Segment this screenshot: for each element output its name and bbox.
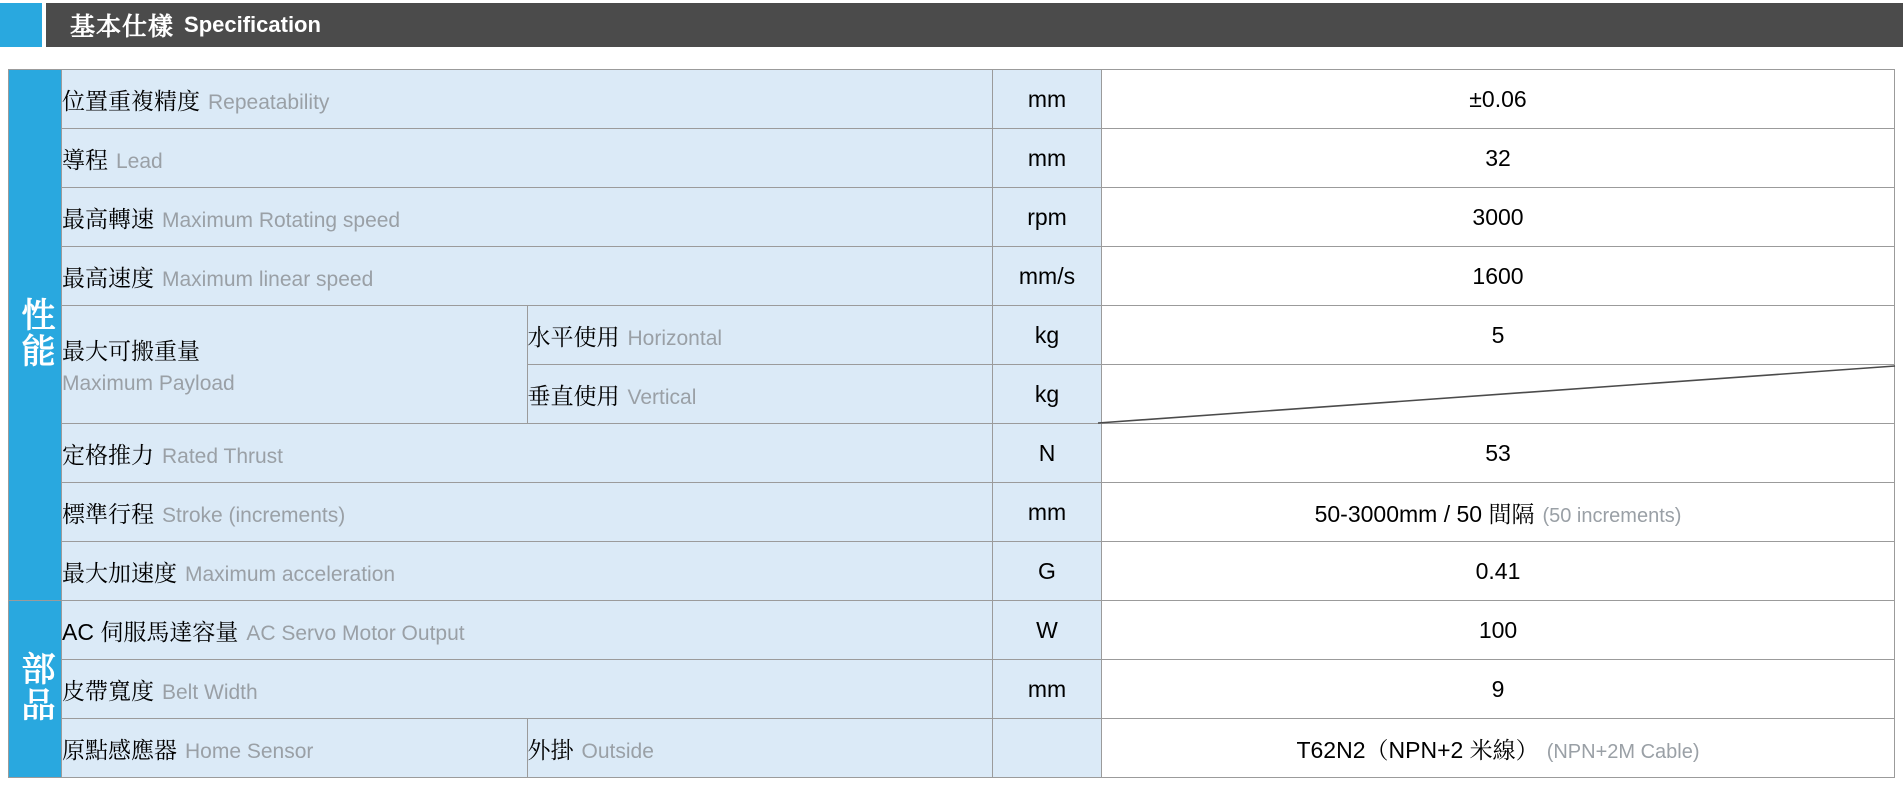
- row-unit: kg: [993, 365, 1102, 424]
- row-value: [1102, 188, 1895, 247]
- page-header: [0, 3, 1903, 47]
- row-label-cjk: 最高速度: [62, 264, 154, 291]
- row-sublabel: [527, 719, 993, 778]
- row-sublabel-en: Vertical: [627, 385, 697, 409]
- row-label-en: AC Servo Motor Output: [246, 621, 465, 645]
- table-row: [9, 719, 1895, 778]
- row-label: [62, 188, 993, 247]
- row-unit: mm: [993, 70, 1102, 129]
- spec-table-wrapper: [8, 69, 1895, 778]
- row-label: [62, 483, 993, 542]
- row-label-en: Maximum acceleration: [185, 562, 396, 586]
- header-accent-block: [0, 3, 42, 47]
- group-cell-components: [9, 601, 62, 778]
- row-sublabel-en: Outside: [581, 739, 654, 763]
- row-value: [1102, 70, 1895, 129]
- row-label: [62, 129, 993, 188]
- row-label-en: Belt Width: [162, 680, 258, 704]
- table-row: [9, 247, 1895, 306]
- row-unit: mm: [993, 660, 1102, 719]
- row-value-not-applicable: [1102, 365, 1895, 424]
- row-label-cjk: 位置重複精度: [62, 87, 200, 114]
- row-value: [1102, 601, 1895, 660]
- row-unit: mm: [993, 483, 1102, 542]
- row-unit: mm/s: [993, 247, 1102, 306]
- table-row: [9, 424, 1895, 483]
- table-row: [9, 70, 1895, 129]
- row-label-cjk: 皮帶寬度: [62, 677, 154, 704]
- row-label-cjk: 定格推力: [62, 441, 154, 468]
- group-label-components: 部品: [16, 650, 55, 723]
- row-sublabel-en: Horizontal: [627, 326, 723, 350]
- row-sublabel: [527, 365, 993, 424]
- row-sublabel-cjk: 水平使用: [527, 323, 620, 350]
- row-value-main: 1600: [1472, 262, 1524, 289]
- row-unit: W: [993, 601, 1102, 660]
- row-unit: N: [993, 424, 1102, 483]
- row-value-main: T62N2（NPN+2 米線）: [1296, 736, 1539, 763]
- row-value: [1102, 424, 1895, 483]
- table-row: [9, 306, 1895, 365]
- row-label-en: Rated Thrust: [162, 444, 284, 468]
- row-label-en: Home Sensor: [185, 739, 314, 763]
- row-value: [1102, 129, 1895, 188]
- row-unit: rpm: [993, 188, 1102, 247]
- table-row: [9, 129, 1895, 188]
- row-value: [1102, 719, 1895, 778]
- row-label-payload: [62, 306, 528, 424]
- row-label-cjk: 最大可搬重量: [62, 337, 200, 364]
- row-label-en: Maximum Rotating speed: [162, 208, 401, 232]
- row-sublabel-cjk: 外掛: [527, 736, 574, 763]
- row-value-main: 0.41: [1475, 557, 1521, 584]
- row-value-note: (NPN+2M Cable): [1546, 740, 1700, 763]
- row-value: [1102, 306, 1895, 365]
- row-value-main: 3000: [1472, 203, 1524, 230]
- row-value-main: 9: [1491, 675, 1505, 702]
- table-row: [9, 660, 1895, 719]
- row-label: [62, 542, 993, 601]
- row-sublabel: [527, 306, 993, 365]
- row-label-en: Maximum Payload: [62, 372, 235, 395]
- row-label: [62, 424, 993, 483]
- row-label-en: Repeatability: [208, 90, 330, 114]
- header-bar: [46, 3, 1903, 47]
- row-label: [62, 719, 528, 778]
- row-value-note: (50 increments): [1542, 504, 1682, 527]
- row-label-cjk: 原點感應器: [62, 736, 177, 763]
- row-value-main: 53: [1485, 439, 1511, 466]
- row-unit: G: [993, 542, 1102, 601]
- table-row: [9, 601, 1895, 660]
- page-title-cjk: 基本仕樣: [70, 13, 175, 41]
- row-label-cjk: 標準行程: [62, 500, 154, 527]
- row-value: [1102, 660, 1895, 719]
- row-label: [62, 247, 993, 306]
- group-cell-performance: [9, 70, 62, 601]
- table-row: [9, 542, 1895, 601]
- row-unit: kg: [993, 306, 1102, 365]
- row-label-en: Lead: [116, 149, 163, 173]
- row-label: [62, 660, 993, 719]
- row-label-en: Stroke (increments): [162, 503, 346, 527]
- row-value-main: 32: [1485, 144, 1511, 171]
- row-value: [1102, 483, 1895, 542]
- row-label: [62, 601, 993, 660]
- row-label-cjk: AC 伺服馬達容量: [62, 618, 239, 645]
- row-value-main: 100: [1478, 616, 1518, 643]
- row-value-main: 50-3000mm / 50 間隔: [1314, 500, 1535, 527]
- row-value: [1102, 247, 1895, 306]
- group-label-performance: 性能: [16, 296, 55, 369]
- row-label-cjk: 最高轉速: [62, 205, 154, 232]
- table-row: [9, 483, 1895, 542]
- row-value-main: 5: [1491, 321, 1505, 348]
- row-unit: [993, 719, 1102, 778]
- table-row: [9, 188, 1895, 247]
- row-value: [1102, 542, 1895, 601]
- row-value-main: ±0.06: [1469, 85, 1527, 112]
- spec-table: [8, 69, 1895, 778]
- page-title-en: Specification: [184, 12, 321, 37]
- row-sublabel-cjk: 垂直使用: [527, 382, 620, 409]
- row-label-cjk: 最大加速度: [62, 559, 177, 586]
- row-label: [62, 70, 993, 129]
- row-unit: mm: [993, 129, 1102, 188]
- row-label-cjk: 導程: [62, 146, 108, 173]
- row-label-en: Maximum linear speed: [162, 267, 374, 291]
